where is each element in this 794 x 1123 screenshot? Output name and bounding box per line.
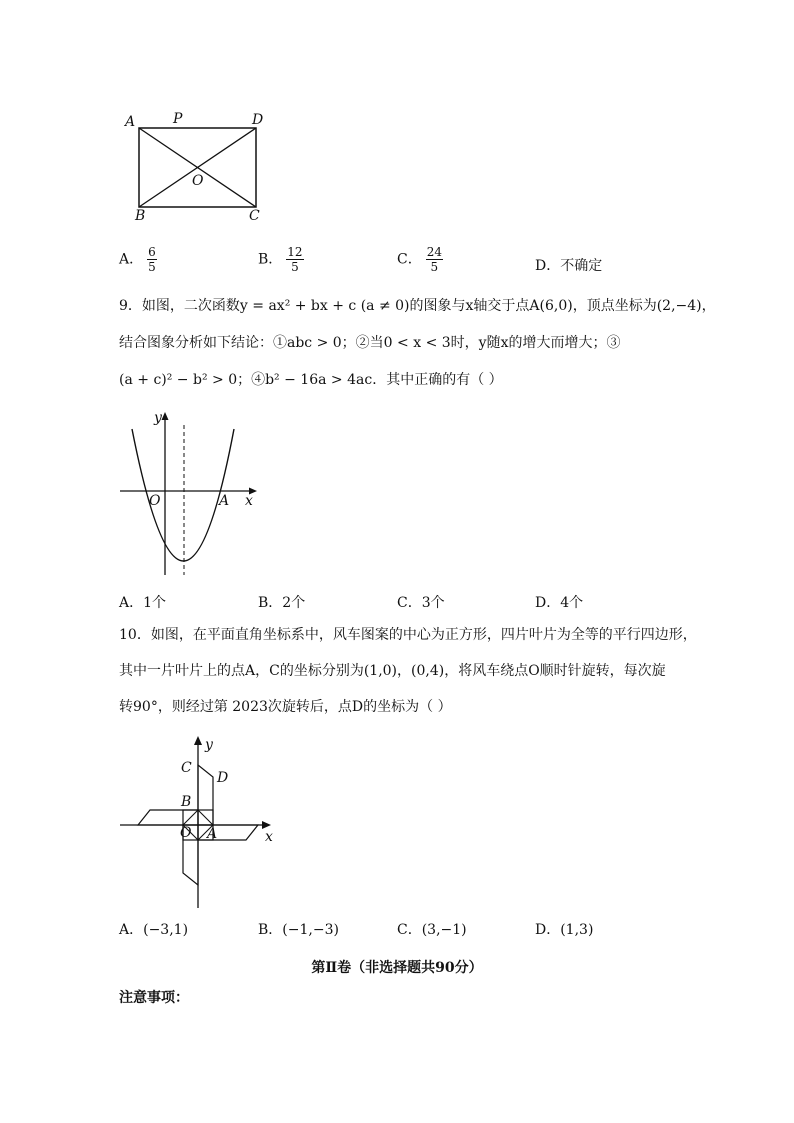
option-text: 不确定 [560, 258, 603, 274]
numerator: 6 [148, 245, 156, 259]
numerator: 12 [287, 245, 303, 259]
q10-option-a: A．(−3,1) [119, 922, 189, 938]
notice-heading: 注意事项： [119, 990, 189, 1006]
denominator: 5 [430, 260, 439, 274]
q9-option-c: C．3个 [397, 595, 445, 611]
q10-text-line-3: 转90°，则经过第 2023次旋转后，点D的坐标为（ ） [119, 699, 452, 715]
label-c: C [249, 208, 260, 224]
q8-option-a [119, 245, 157, 274]
fraction [147, 245, 157, 274]
q10-text-line-2: 其中一片叶片上的点A，C的坐标分别为(1,0)，(0,4)，将风车绕点O顺时针旋转，每次旋 [119, 663, 666, 679]
label-a: A [125, 114, 136, 130]
fraction [286, 245, 303, 274]
numerator: 24 [426, 245, 442, 259]
q9-text-line-3: (a + c)² − b² > 0；④b² − 16a > 4ac．其中正确的有（ ） [119, 372, 503, 388]
label-d: D [252, 112, 264, 128]
square-diagonal-2 [198, 810, 213, 825]
label-o: O [192, 173, 204, 189]
option-letter: A． [119, 251, 144, 268]
fraction [426, 245, 443, 274]
q10-text-line-1: 10．如图，在平面直角坐标系中，风车图案的中心为正方形，四片叶片为全等的平行四边形， [119, 627, 697, 643]
label-d: D [217, 770, 229, 786]
q8-option-d [535, 255, 602, 275]
windmill-figure [115, 730, 290, 910]
q9-option-d: D．4个 [535, 595, 584, 611]
x-axis-arrow-icon [262, 821, 271, 829]
label-x: x [245, 493, 253, 509]
label-b: B [135, 208, 146, 224]
q8-option-c [397, 245, 443, 274]
option-letter: B． [258, 251, 283, 268]
q9-text-line-1: 9．如图，二次函数y = ax² + bx + c (a ≠ 0)的图象与x轴交于点A(6,0)，顶点坐标为(2,−4)， [119, 298, 716, 314]
label-y: y [154, 410, 162, 426]
rectangle-figure [118, 108, 278, 228]
y-axis-arrow-icon [194, 736, 202, 745]
y-axis-arrow-icon [162, 412, 169, 420]
parabola-figure [115, 405, 275, 580]
label-b: B [181, 794, 192, 810]
option-letter: D． [535, 258, 561, 274]
label-a: A [207, 826, 218, 842]
blade-top [198, 765, 213, 825]
denominator: 5 [291, 260, 299, 274]
q10-option-b: B．(−1,−3) [258, 922, 339, 938]
denominator: 5 [148, 260, 156, 274]
label-o: O [149, 493, 161, 509]
blade-left [138, 810, 198, 825]
label-a: A [219, 493, 230, 509]
q9-text-line-2: 结合图象分析如下结论：①abc > 0；②当0 < x < 3时，y随x的增大而增大；③ [119, 335, 621, 351]
label-y: y [205, 737, 213, 753]
section-title: 第Ⅱ卷（非选择题共90分） [311, 960, 483, 976]
option-letter: C． [397, 251, 422, 268]
q9-option-a: A．1个 [119, 595, 167, 611]
q10-option-d: D．(1,3) [535, 922, 594, 938]
q10-option-c: C．(3,−1) [397, 922, 467, 938]
label-p: P [173, 111, 183, 127]
label-o: O [180, 825, 192, 841]
label-x: x [265, 829, 273, 845]
label-c: C [181, 760, 192, 776]
square-diagonal-1 [183, 810, 198, 825]
q9-option-b: B．2个 [258, 595, 306, 611]
q8-option-b [258, 245, 304, 274]
